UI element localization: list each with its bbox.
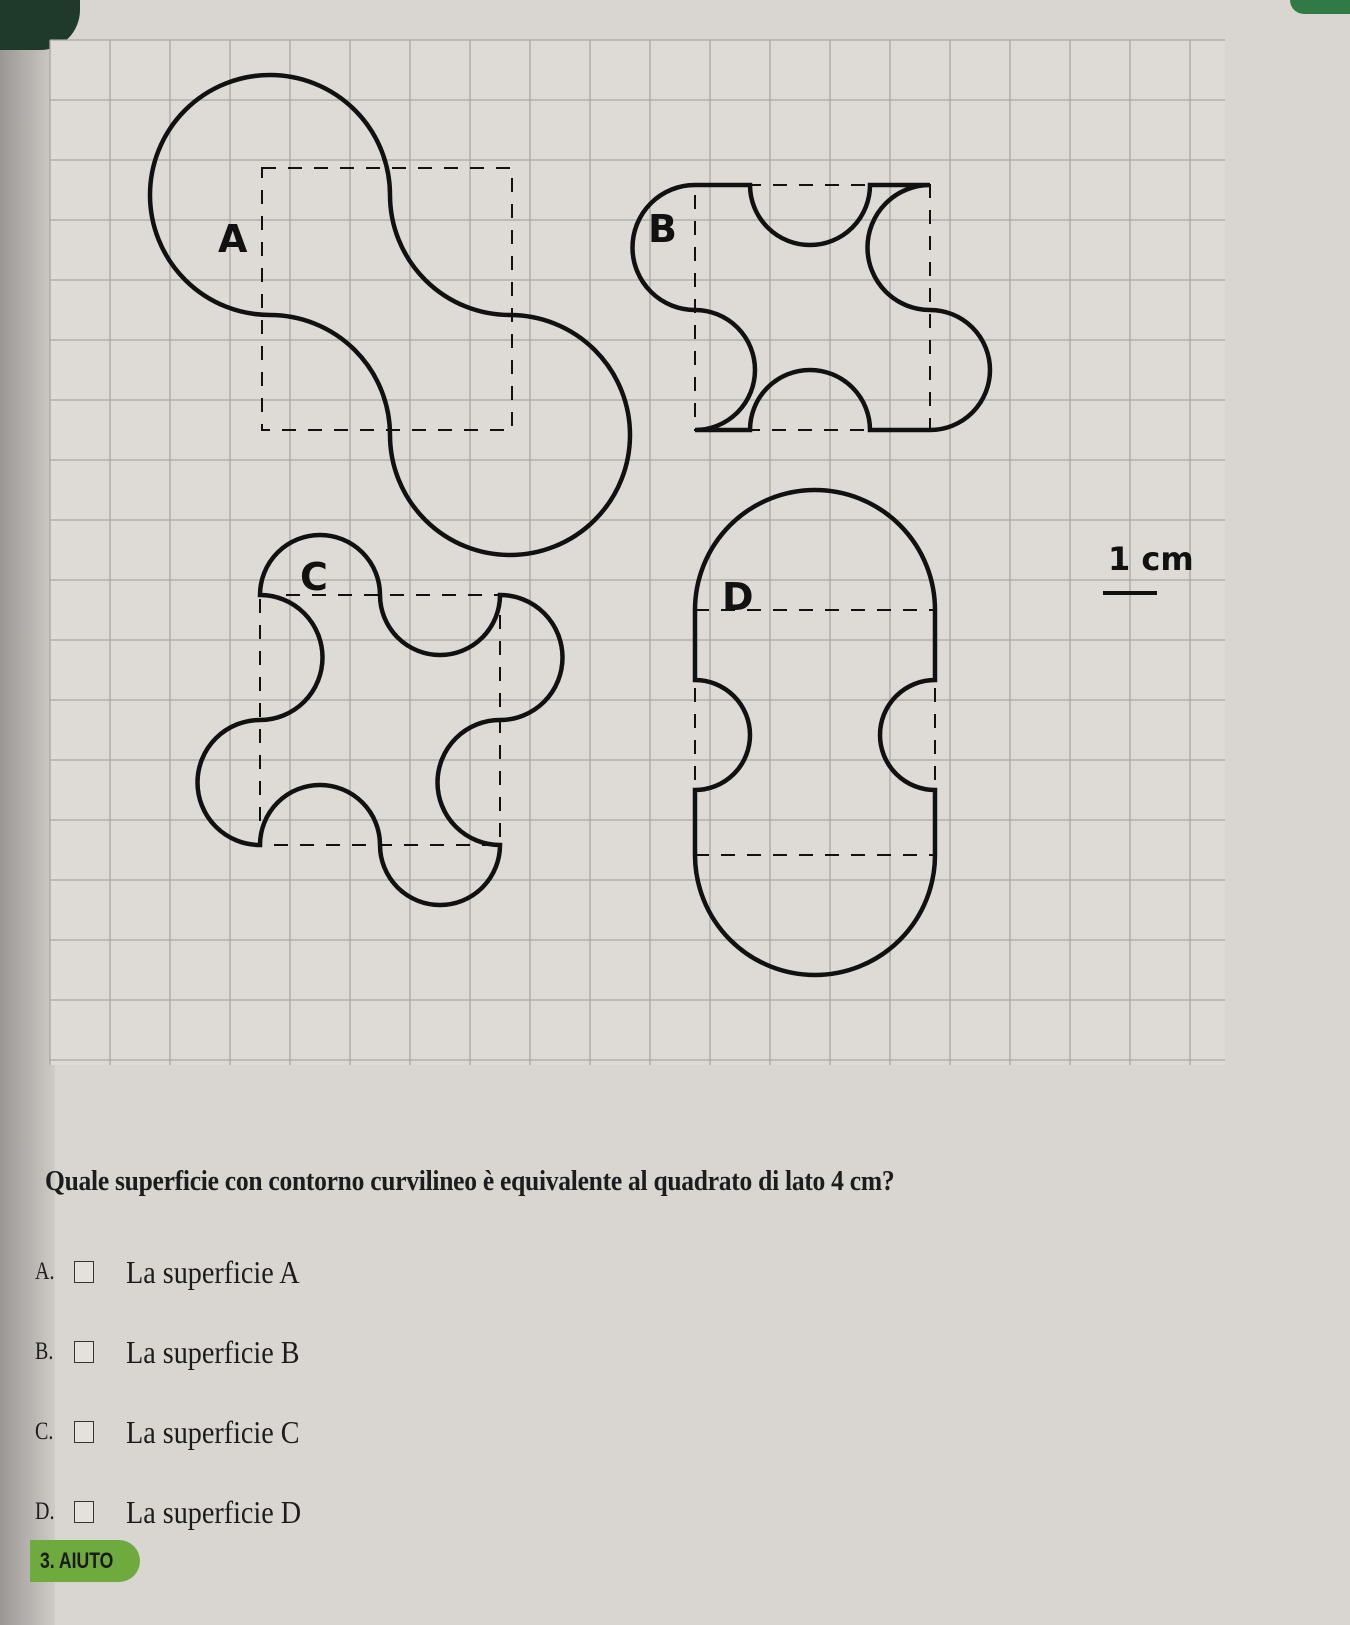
option-c-checkbox[interactable]: [74, 1421, 94, 1443]
option-d-checkbox[interactable]: [74, 1501, 94, 1523]
corner-tab-decoration-right: [1290, 0, 1350, 14]
option-a-letter: A.: [35, 1258, 55, 1285]
option-a[interactable]: [35, 1250, 323, 1294]
aiuto-tag: [30, 1540, 140, 1582]
aiuto-label: 3. AIUTO: [40, 1548, 114, 1573]
option-b-checkbox[interactable]: [74, 1341, 94, 1363]
option-c[interactable]: [35, 1410, 323, 1454]
option-b-text: La superficie B: [126, 1333, 300, 1370]
grid-background: [50, 40, 1225, 1065]
option-d-letter: D.: [35, 1498, 55, 1525]
option-c-letter: C.: [35, 1418, 54, 1445]
label-b: B: [648, 207, 677, 251]
option-d[interactable]: [35, 1490, 325, 1534]
option-a-checkbox[interactable]: [74, 1261, 94, 1283]
label-c: C: [300, 555, 328, 599]
figure-svg: [40, 20, 1270, 1080]
scale-label: 1 cm: [1108, 540, 1194, 578]
option-d-text: La superficie D: [126, 1493, 302, 1530]
question-text: Quale superficie con contorno curvilineo è equivalente al quadrato di lato 4 cm?: [45, 1165, 895, 1197]
label-d: D: [722, 575, 754, 619]
geometry-figure: [40, 20, 1270, 1085]
option-a-text: La superficie A: [126, 1253, 300, 1290]
option-c-text: La superficie C: [126, 1413, 300, 1450]
option-b[interactable]: [35, 1330, 323, 1374]
option-b-letter: B.: [35, 1338, 54, 1365]
label-a: A: [218, 217, 248, 261]
